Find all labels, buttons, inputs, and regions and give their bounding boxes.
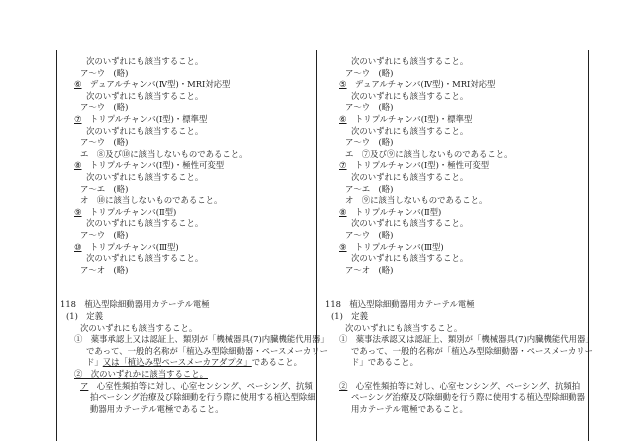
top-line xyxy=(60,68,310,80)
item-a-line-3: 動器用カテーテル電極であること。 xyxy=(90,403,224,414)
item-a-line-1: ア 心室性頻拍等に対し、心室センシング、ペーシング、抗頻 xyxy=(80,380,313,391)
intro-text: 次のいずれにも該当すること。 xyxy=(80,322,198,333)
line-text: 次のいずれにも該当すること。 xyxy=(86,90,204,101)
item-1-line-2: であって、一般的名称が「植込み型除細動器・ペースメーカリー xyxy=(351,345,594,356)
line-text: オ ⑩に該当しないものであること。 xyxy=(80,195,223,206)
item-number: ⑤ xyxy=(339,79,347,90)
line-text: 次のいずれにも該当すること。 xyxy=(351,125,469,136)
line-text: 次のいずれにも該当すること。 xyxy=(351,218,469,229)
top-line xyxy=(60,195,310,207)
line-text: ア～ウ (略) xyxy=(345,67,394,78)
item-2-line-2: ペーシング治療及び除細動を行う際に使用する植込型除細動器 xyxy=(351,392,585,403)
item-2-line-1: ② 心室性頻拍等に対し、心室センシング、ペーシング、抗頻拍 xyxy=(339,380,581,391)
left-column xyxy=(60,56,329,415)
top-line xyxy=(60,172,310,184)
center-divider xyxy=(316,50,317,441)
intro-text: 次のいずれにも該当すること。 xyxy=(345,322,463,333)
top-line xyxy=(325,102,587,114)
line-text: トリプルチャンバ(Ⅲ型) xyxy=(81,241,179,252)
right-top-section xyxy=(325,56,587,276)
line-text: トリプルチャンバ(Ⅲ型) xyxy=(346,241,444,252)
top-line xyxy=(325,79,587,91)
line-text: ア～ウ (略) xyxy=(345,102,394,113)
top-line xyxy=(325,126,587,138)
top-line xyxy=(325,218,587,230)
top-line xyxy=(60,126,310,138)
top-line xyxy=(325,114,587,126)
item-number: ⑥ xyxy=(339,113,347,124)
top-line xyxy=(60,56,310,68)
line-text: ア～エ (略) xyxy=(80,183,129,194)
top-line xyxy=(60,207,310,219)
line-text: 次のいずれにも該当すること。 xyxy=(351,56,469,66)
top-line xyxy=(60,242,310,254)
line-text: デュアルチャンバ(Ⅳ型)・MRI対応型 xyxy=(346,79,496,90)
line-text: ア～オ (略) xyxy=(80,264,129,275)
right-border xyxy=(588,50,589,441)
subsection-heading: (1) 定義 xyxy=(331,311,368,322)
line-text: ア～ウ (略) xyxy=(80,102,129,113)
subsection-heading: (1) 定義 xyxy=(66,311,103,322)
top-line xyxy=(325,184,587,196)
top-line xyxy=(60,102,310,114)
item-2-line-3: 用カテーテル電極であること。 xyxy=(351,403,468,414)
item-1-line-1: ① 薬事法承認又は認証上、類別が「機械器具(7)内臓機能代用器」 xyxy=(339,334,594,345)
item-2-line: ② 次のいずれかに該当すること。 xyxy=(74,369,208,380)
line-text: ア～ウ (略) xyxy=(345,229,394,240)
section-heading: 118 植込型除細動器用カテーテル電極 xyxy=(60,299,210,310)
item-1-line-2: であって、一般的名称が「植込み型除細動器・ペースメーカリー xyxy=(86,345,329,356)
top-line xyxy=(60,265,310,277)
line-text: トリプルチャンバ(Ⅰ型)・標準型 xyxy=(81,113,208,124)
section-heading: 118 植込型除細動器用カテーテル電極 xyxy=(325,299,475,310)
top-line xyxy=(60,253,310,265)
line-text: 次のいずれにも該当すること。 xyxy=(351,253,469,264)
item-number: ⑦ xyxy=(74,113,82,124)
line-text: 次のいずれにも該当すること。 xyxy=(351,171,469,182)
item-1-line-3: ド」又は「植込み型ペースメーカアダプタ」であること。 xyxy=(86,357,302,368)
item-1-line-1: ① 薬事承認上又は認証上、類別が「機械器具(7)内臓機能代用器」 xyxy=(74,334,329,345)
item-number: ⑥ xyxy=(74,79,82,90)
line-text: トリプルチャンバ(Ⅰ型)・標準型 xyxy=(346,113,473,124)
line-text: エ ⑦及び⑨に該当しないものであること。 xyxy=(345,148,513,159)
top-line xyxy=(325,56,587,68)
top-line xyxy=(325,91,587,103)
top-line xyxy=(325,160,587,172)
line-text: ア～オ (略) xyxy=(345,264,394,275)
top-line xyxy=(60,79,310,91)
line-text: 次のいずれにも該当すること。 xyxy=(86,218,204,229)
top-line xyxy=(60,230,310,242)
line-text: オ ⑨に該当しないものであること。 xyxy=(345,195,488,206)
line-text: エ ⑧及び⑩に該当しないものであること。 xyxy=(80,148,248,159)
line-text: ア～ウ (略) xyxy=(345,137,394,148)
top-line xyxy=(325,68,587,80)
top-line xyxy=(60,149,310,161)
top-line xyxy=(60,137,310,149)
top-line xyxy=(60,218,310,230)
top-line xyxy=(60,184,310,196)
line-text: ア～ウ (略) xyxy=(80,137,129,148)
line-text: 次のいずれにも該当すること。 xyxy=(86,125,204,136)
item-1-line-3: ド」であること。 xyxy=(351,357,418,368)
item-number: ⑩ xyxy=(74,241,82,252)
top-line xyxy=(325,242,587,254)
top-line xyxy=(325,265,587,277)
line-text: 次のいずれにも該当すること。 xyxy=(86,56,204,66)
top-line xyxy=(60,160,310,172)
top-line xyxy=(60,91,310,103)
top-line xyxy=(325,230,587,242)
top-line xyxy=(325,207,587,219)
line-text: デュアルチャンバ(Ⅳ型)・MRI対応型 xyxy=(81,79,231,90)
item-number: ⑦ xyxy=(339,160,347,171)
line-text: 次のいずれにも該当すること。 xyxy=(351,90,469,101)
line-text: ア～ウ (略) xyxy=(80,67,129,78)
top-line xyxy=(325,195,587,207)
line-text: トリプルチャンバ(Ⅱ型) xyxy=(81,206,177,217)
line-text: 次のいずれにも該当すること。 xyxy=(86,171,204,182)
line-text: トリプルチャンバ(Ⅰ型)・極性可変型 xyxy=(346,160,490,171)
item-number: ⑧ xyxy=(339,206,347,217)
left-border xyxy=(56,50,57,441)
item-number: ⑨ xyxy=(74,206,82,217)
top-line xyxy=(325,137,587,149)
line-text: ア～ウ (略) xyxy=(80,229,129,240)
top-line xyxy=(325,172,587,184)
top-line xyxy=(325,149,587,161)
top-line xyxy=(60,114,310,126)
left-top-section xyxy=(60,56,310,276)
item-a-line-2: 拍ペーシング治療及び除細動を行う際に使用する植込型除細 xyxy=(90,392,316,403)
line-text: トリプルチャンバ(Ⅰ型)・極性可変型 xyxy=(81,160,225,171)
line-text: トリプルチャンバ(Ⅱ型) xyxy=(346,206,442,217)
top-line xyxy=(325,253,587,265)
item-number: ⑧ xyxy=(74,160,82,171)
right-column xyxy=(325,56,594,415)
item-number: ⑨ xyxy=(339,241,347,252)
line-text: ア～エ (略) xyxy=(345,183,394,194)
line-text: 次のいずれにも該当すること。 xyxy=(86,253,204,264)
